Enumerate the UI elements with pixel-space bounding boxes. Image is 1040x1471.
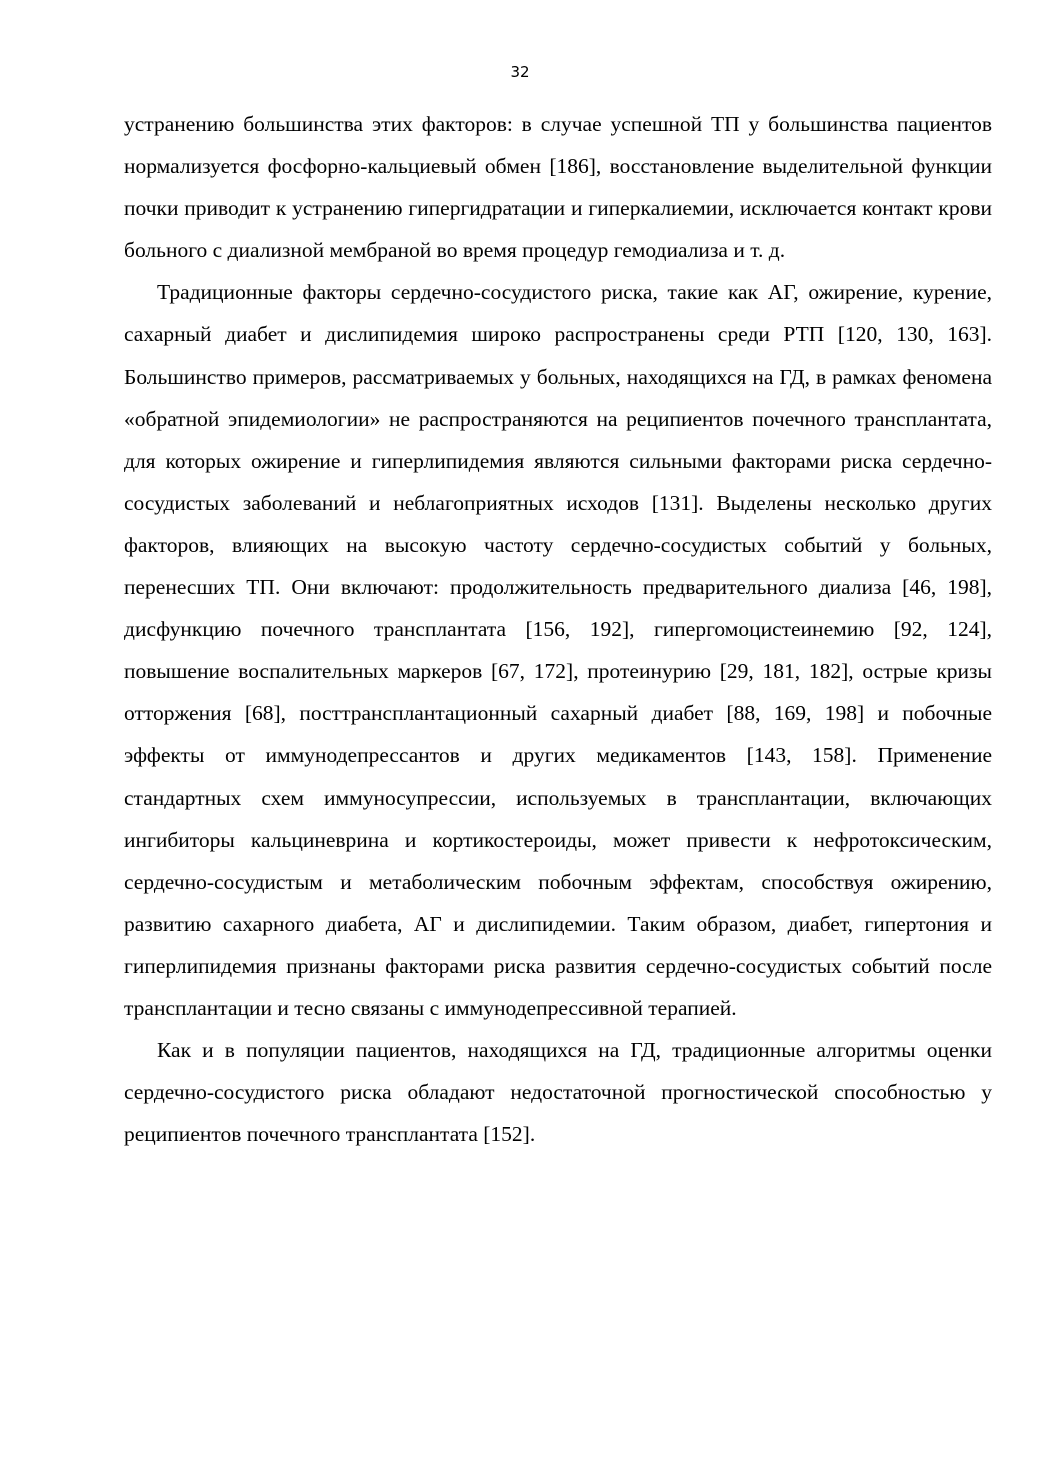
paragraph-risk-factors: Традиционные факторы сердечно-сосудистого риска, такие как АГ, ожирение, курение, сахарный диабет и дислипидемия широко распространены среди РТП [120, 130, 163]. Большинство примеров, рассматриваемых у больных, находящихся на ГД, в рамках феномена «обратной эпидемиологии» не распространяются на реципиентов почечного трансплантата, для которых ожирение и гиперлипидемия являются сильными факторами риска сердечно-сосудистых заболеваний и неблагоприятных исходов [131]. Выделены несколько других факторов, влияющих на высокую частоту сердечно-сосудистых событий у больных, перенесших ТП. Они включают: продолжительность предварительного диализа [46, 198], дисфункцию почечного трансплантата [156, 192], гипергомоцистеинемию [92, 124], повышение воспалительных маркеров [67, 172], протеинурию [29, 181, 182], острые кризы отторжения [68], посттрансплантационный сахарный диабет [88, 169, 198] и побочные эффекты от иммунодепрессантов и других медикаментов [143, 158]. Применение стандартных схем иммуносупрессии, используемых в трансплантации, включающих ингибиторы кальциневрина и кортикостероиды, может привести к нефротоксическим, сердечно-сосудистым и метаболическим побочным эффектам, способствуя ожирению, развитию сахарного диабета, АГ и дислипидемии. Таким образом, диабет, гипертония и гиперлипидемия признаны факторами риска развития сердечно-сосудистых событий после трансплантации и тесно связаны с иммунодепрессивной терапией. bbox=[124, 280, 992, 1020]
body-text bbox=[124, 103, 992, 1155]
paragraph-continuation: устранению большинства этих факторов: в случае успешной ТП у большинства пациентов нормализуется фосфорно-кальциевый обмен [186], восстановление выделительной функции почки приводит к устранению гипергидратации и гиперкалиемии, исключается контакт крови больного с диализной мембраной во время процедур гемодиализа и т. д. bbox=[124, 112, 992, 263]
paragraph-risk-algorithms: Как и в популяции пациентов, находящихся на ГД, традиционные алгоритмы оценки сердечно-сосудистого риска обладают недостаточной прогностической способностью у реципиентов почечного трансплантата [152]. bbox=[124, 1038, 992, 1147]
page-number: 32 bbox=[510, 63, 530, 81]
